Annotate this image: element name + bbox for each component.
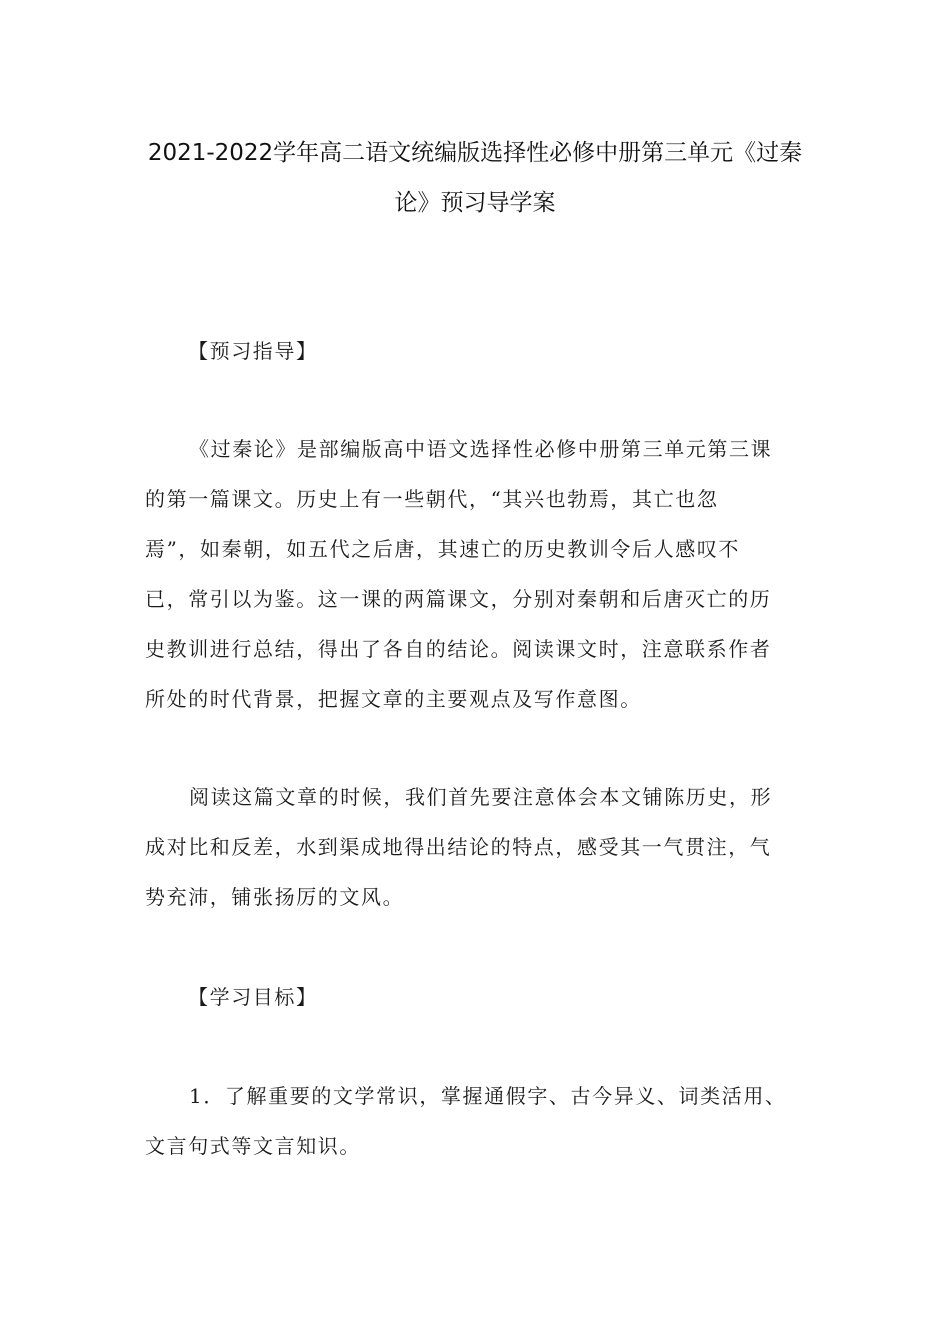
paragraph-line: 焉”，如秦朝，如五代之后唐，其速亡的历史教训令后人感叹不 [145,537,741,561]
objective-item-1 [145,1071,805,1171]
paragraph-line: 已，常引以为鉴。这一课的两篇课文，分别对秦朝和后唐灭亡的历 [145,587,772,611]
paragraph-line: 的第一篇课文。历史上有一些朝代，“其兴也勃焉，其亡也忽 [145,487,719,511]
paragraph-line: 所处的时代背景，把握文章的主要观点及写作意图。 [145,687,642,711]
paragraph-line: 势充沛，铺张扬厉的文风。 [145,885,405,909]
paragraph-line: 《过秦论》是部编版高中语文选择性必修中册第三单元第三课 [189,437,773,461]
paragraph-intro [145,424,805,724]
paragraph-line: 史教训进行总结，得出了各自的结论。阅读课文时，注意联系作者 [145,637,772,661]
section-heading-learning-objectives: 【学习目标】 [188,985,318,1009]
paragraph-line: 阅读这篇文章的时候，我们首先要注意体会本文铺陈历史，形 [189,785,773,809]
section-heading-preview-guide: 【预习指导】 [188,339,318,363]
paragraph-line: 成对比和反差，水到渠成地得出结论的特点，感受其一气贯注，气 [145,835,772,859]
document-title-line-1: 2021-2022学年高二语文统编版选择性必修中册第三单元《过秦 [147,140,803,166]
objective-line: 文言句式等文言知识。 [145,1134,361,1158]
paragraph-reading-tips [145,772,805,922]
document-title-line-2: 论》预习导学案 [394,190,556,216]
objective-line: 1．了解重要的文学常识，掌握通假字、古今异义、词类活用、 [189,1084,787,1108]
